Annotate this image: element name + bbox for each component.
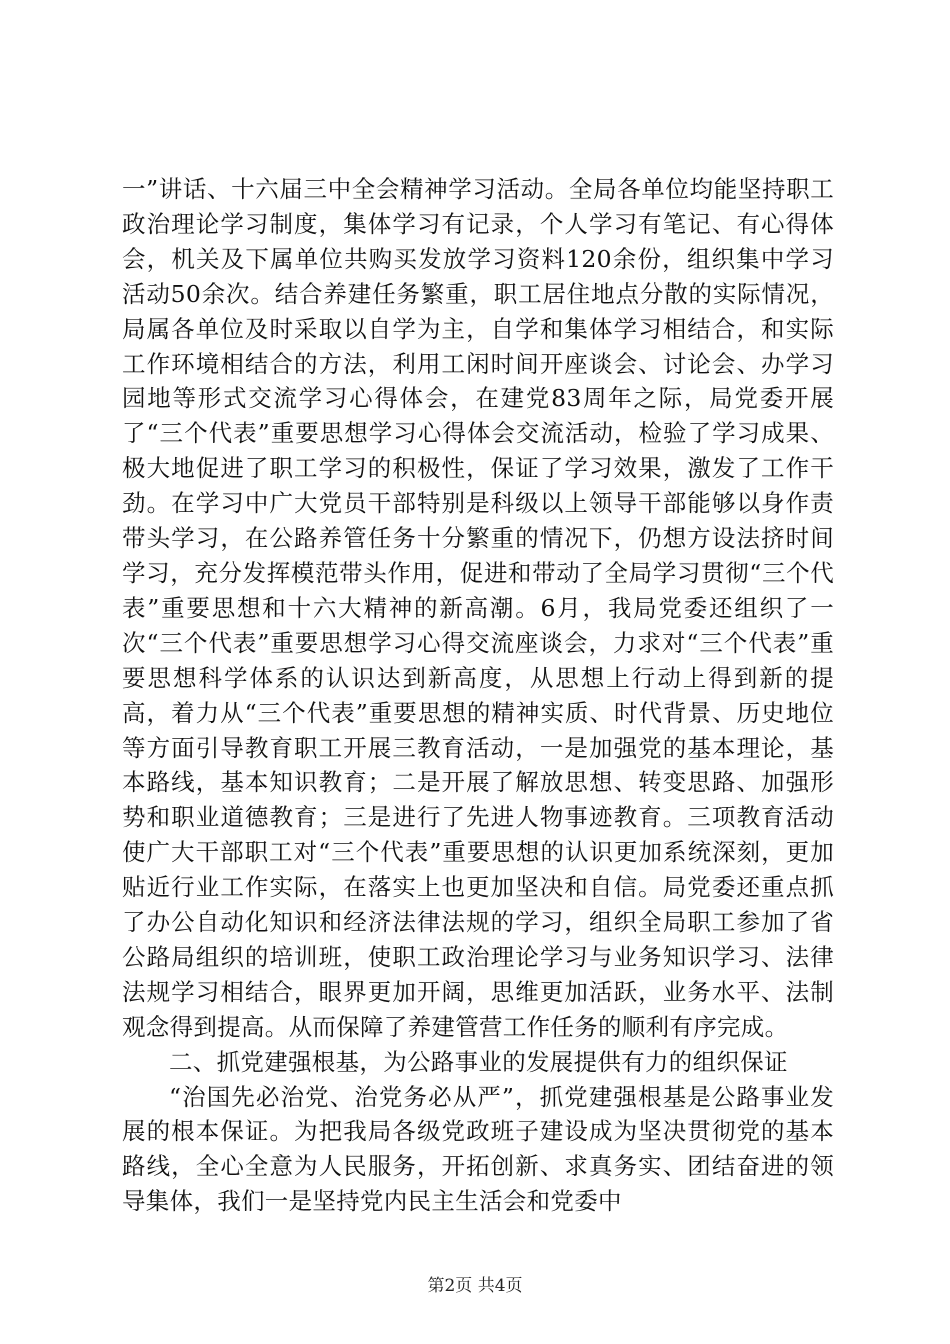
document-body	[122, 172, 834, 1219]
paragraph-party-building: “治国先必治党、治党务必从严”，抓党建强根基是公路事业发展的根本保证。为把我局各级党政班子建设成为坚决贯彻党的基本路线，全心全意为人民服务，开拓创新、求真务实、团结奋进的领导集体，我们一是坚持党内民主生活会和党委中	[122, 1082, 834, 1216]
paragraph-study-activities: 一”讲话、十六届三中全会精神学习活动。全局各单位均能坚持职工政治理论学习制度，集体学习有记录，个人学习有笔记、有心得体会，机关及下属单位共购买发放学习资料120余份，组织集中学习活动50余次。结合养建任务繁重，职工居住地点分散的实际情况，局属各单位及时采取以自学为主，自学和集体学习相结合，和实际工作环境相结合的方法，利用工闲时间开座谈会、讨论会、办学习园地等形式交流学习心得体会，在建党83周年之际，局党委开展了“三个代表”重要思想学习心得体会交流活动，检验了学习成果、极大地促进了职工学习的积极性，保证了学习效果，激发了工作干劲。在学习中广大党员干部特别是科级以上领导干部能够以身作责带头学习，在公路养管任务十分繁重的情况下，仍想方设法挤时间学习，充分发挥模范带头作用，促进和带动了全局学习贯彻“三个代表”重要思想和十六大精神的新高潮。6月，我局党委还组织了一次“三个代表”重要思想学习心得交流座谈会，力求对“三个代表”重要思想科学体系的认识达到新高度，从思想上行动上得到新的提高，着力从“三个代表”重要思想的精神实质、时代背景、历史地位等方面引导教育职工开展三教育活动，一是加强党的基本理论，基本路线，基本知识教育；二是开展了解放思想、转变思路、加强形势和职业道德教育；三是进行了先进人物事迹教育。三项教育活动使广大干部职工对“三个代表”重要思想的认识更加系统深刻，更加贴近行业工作实际，在落实上也更加坚决和自信。局党委还重点抓了办公自动化知识和经济法律法规的学习，组织全局职工参加了省公路局组织的培训班，使职工政治理论学习与业务知识学习、法律法规学习相结合，眼界更加开阔，思维更加活跃，业务水平、法制观念得到提高。从而保障了养建管营工作任务的顺利有序完成。	[122, 175, 834, 1041]
page-number-footer: 第2页 共4页	[427, 1276, 523, 1296]
section-heading-party-building: 二、抓党建强根基，为公路事业的发展提供有力的组织保证	[169, 1047, 788, 1076]
